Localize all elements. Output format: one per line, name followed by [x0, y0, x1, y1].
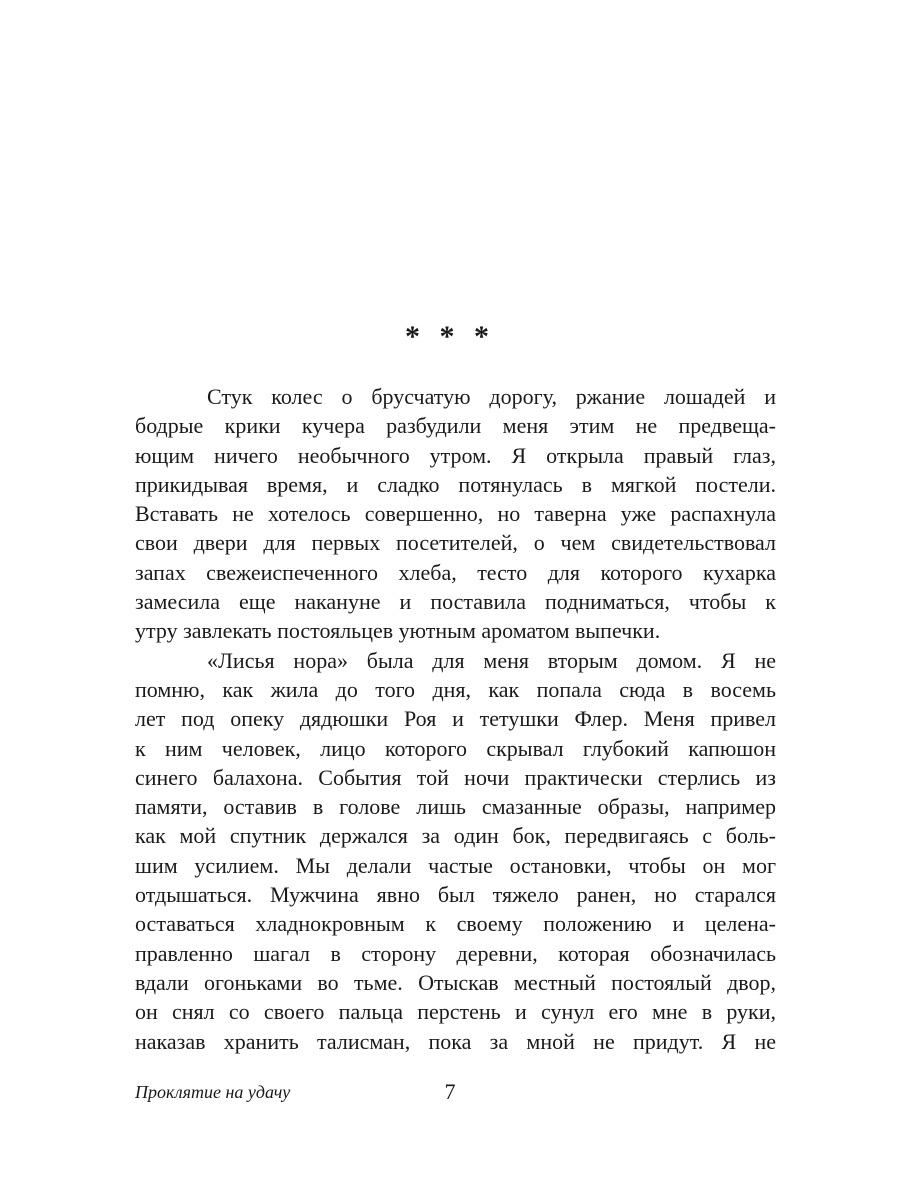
- body-text: [135, 382, 776, 1056]
- text-line: Стук колес о брусчатую дорогу, ржание лошадей и: [207, 384, 776, 409]
- page-number: 7: [444, 1079, 456, 1104]
- text-line: утру завлекать постояльцев уютным ароматом выпечки.: [135, 618, 661, 644]
- footer-book-title: Проклятие на удачу: [135, 1082, 291, 1102]
- text-line: Вставать не хотелось совершенно, но таверна уже распахнула: [135, 501, 776, 527]
- text-line: бодрые крики кучера разбудили меня этим не предвеща-: [135, 413, 776, 439]
- text-line: лет под опеку дядюшки Роя и тетушки Флер. Меня привел: [135, 706, 776, 732]
- text-line: помню, как жила до того дня, как попала сюда в восемь: [135, 676, 776, 702]
- text-line: замесила еще накануне и поставила подниматься, чтобы к: [135, 589, 776, 615]
- text-line: запах свежеиспеченного хлеба, тесто для которого кухарка: [135, 559, 776, 585]
- text-line: шим усилием. Мы делали частые остановки, чтобы он мог: [135, 852, 776, 878]
- text-line: «Лисья нора» была для меня вторым домом. Я не: [207, 647, 776, 673]
- text-line: отдышаться. Мужчина явно был тяжело ранен, но старался: [135, 882, 776, 908]
- text-line: ющим ничего необычного утром. Я открыла правый глаз,: [135, 442, 776, 468]
- text-line: наказав хранить талисман, пока за мной не придут. Я не: [135, 1028, 776, 1054]
- text-line: как мой спутник держался за один бок, передвигаясь с боль-: [135, 823, 776, 849]
- section-separator: * * *: [405, 320, 495, 353]
- text-line: оставаться хладнокровным к своему положению и целена-: [135, 911, 776, 937]
- text-line: к ним человек, лицо которого скрывал глубокий капюшон: [135, 735, 776, 761]
- text-line: правленно шагал в сторону деревни, которая обозначилась: [135, 940, 776, 966]
- text-line: памяти, оставив в голове лишь смазанные образы, например: [135, 794, 776, 820]
- text-line: свои двери для первых посетителей, о чем свидетельствовал: [135, 530, 776, 556]
- text-line: прикидывая время, и сладко потянулась в мягкой постели.: [135, 471, 776, 497]
- text-line: он снял со своего пальца перстень и сунул его мне в руки,: [135, 999, 776, 1025]
- text-line: синего балахона. События той ночи практически стерлись из: [135, 764, 776, 790]
- text-line: вдали огоньками во тьме. Отыскав местный постоялый двор,: [135, 969, 776, 995]
